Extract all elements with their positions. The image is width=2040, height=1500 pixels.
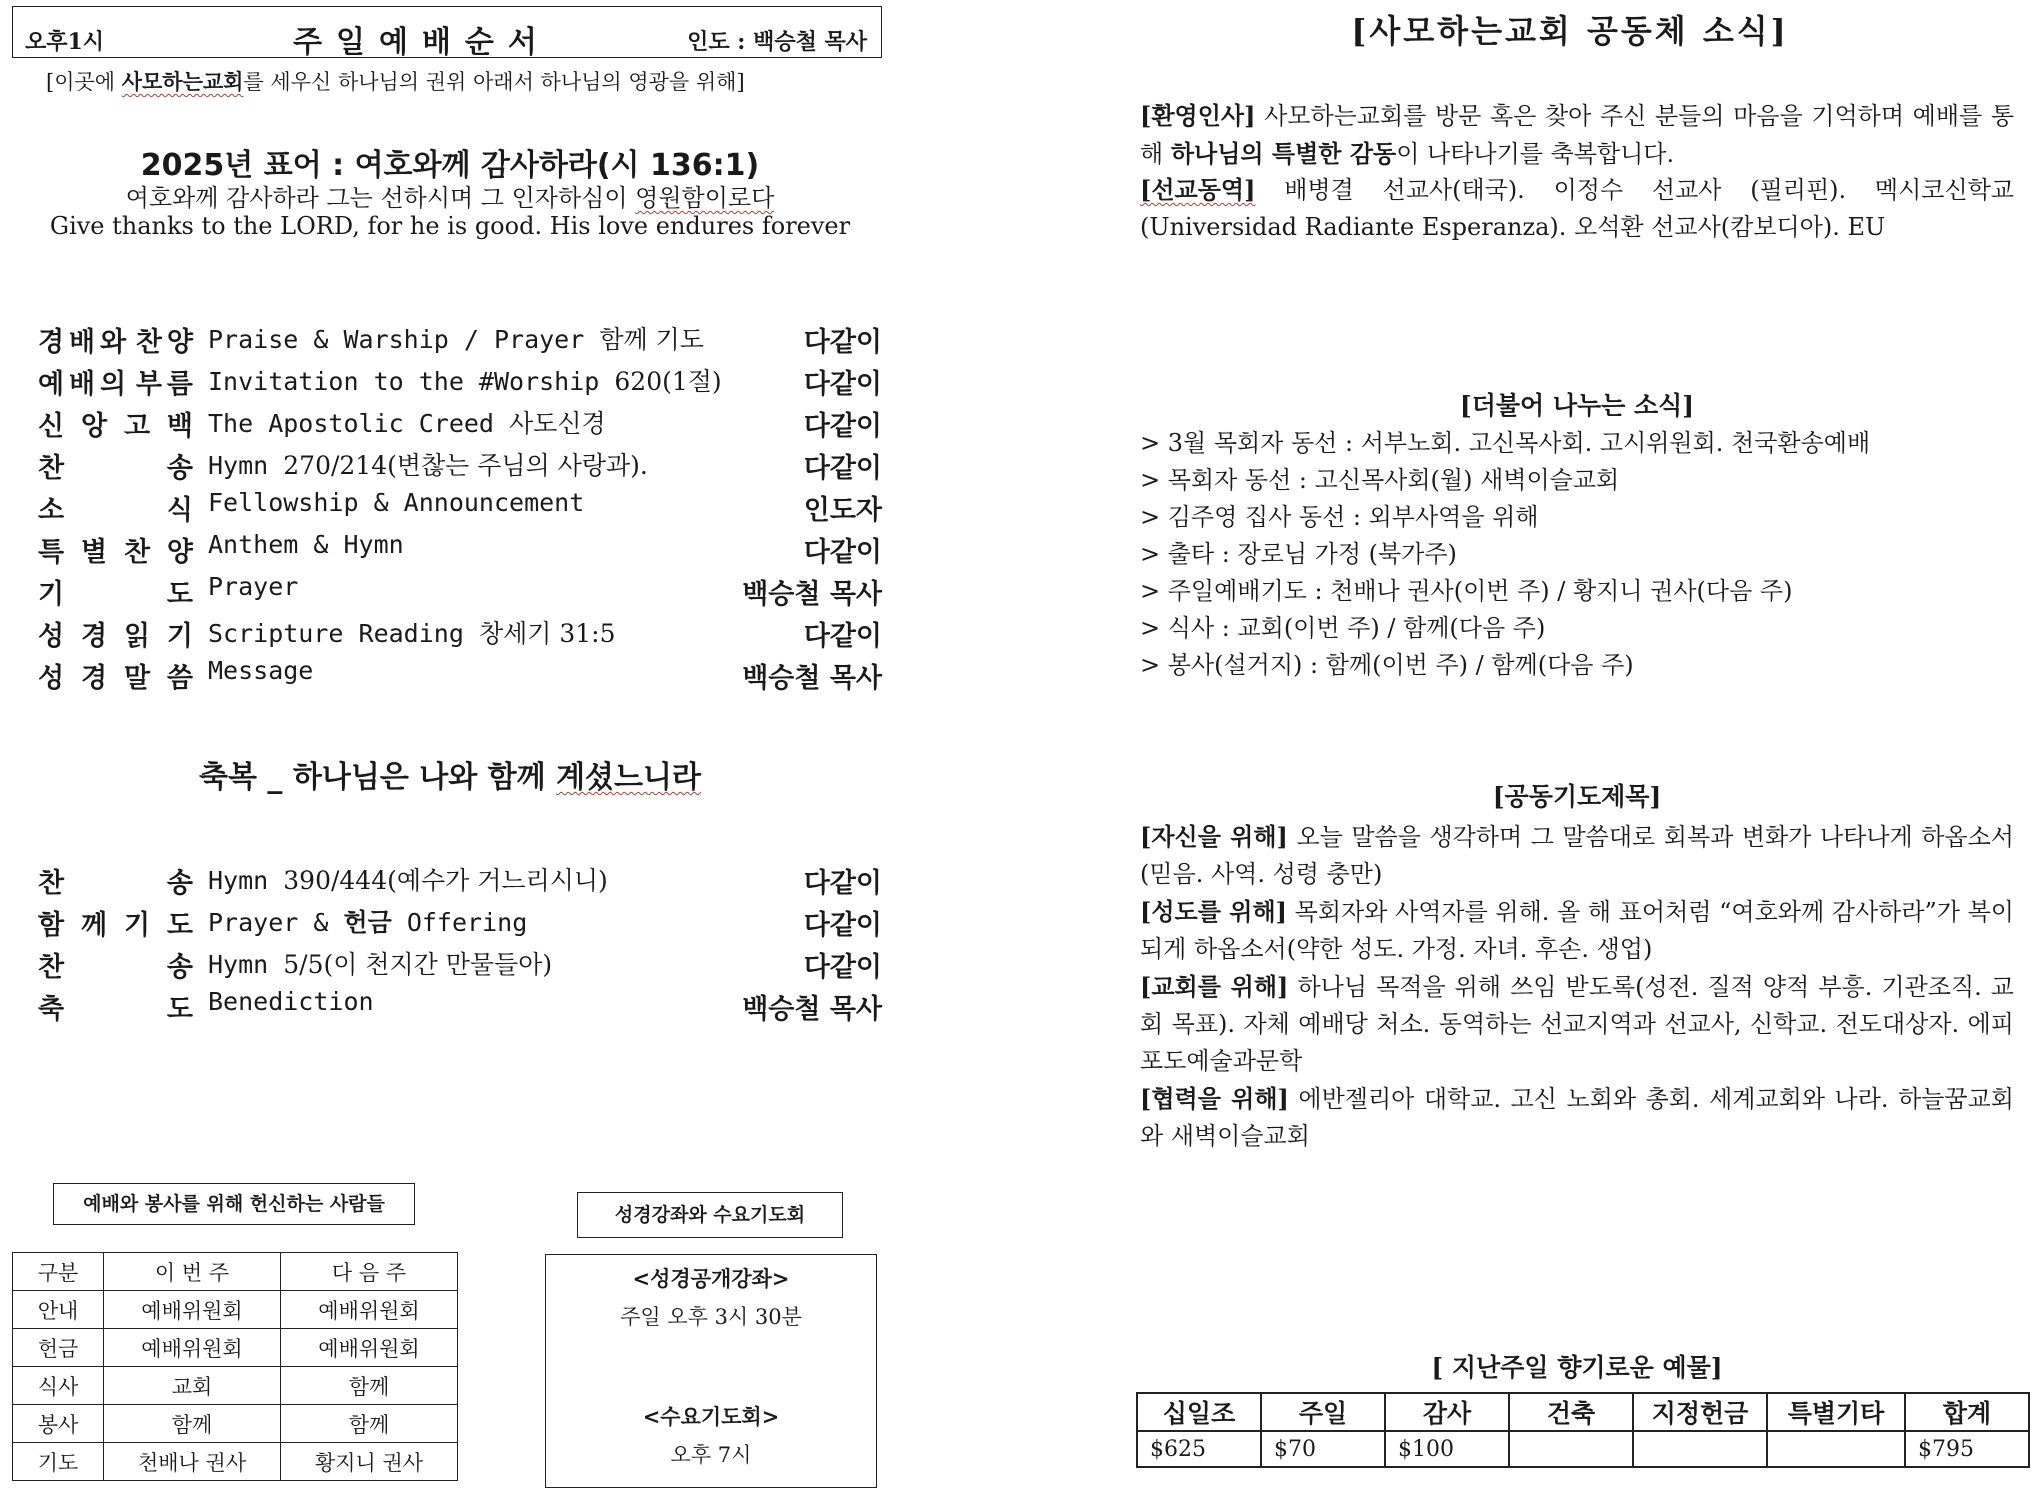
table-row (13, 1291, 458, 1329)
order-item-person: 다같이 (803, 910, 882, 941)
study-time-1: 주일 오후 3시 30분 (620, 1305, 802, 1329)
welcome-paragraph: [환영인사] 사모하는교회를 방문 혹은 찾아 주신 분들의 마음을 기억하며 예배를 통해 하나님의 특별한 감동이 나타나기를 축복합니다. (1140, 101, 2014, 168)
order-item (38, 488, 882, 528)
offering-title: [ 지난주일 향기로운 예물] (1431, 1353, 1723, 1382)
order-item (38, 362, 882, 402)
offering-header: 십일조 (1137, 1393, 1261, 1431)
order-item-person: 다같이 (803, 327, 882, 358)
offering-table (1136, 1392, 2030, 1468)
offering-value (1509, 1431, 1633, 1467)
table-cell: 구분 (13, 1253, 104, 1291)
header-subtitle: [이곳에 사모하는교회를 세우신 하나님의 권위 아래서 하나님의 영광을 위해] (46, 69, 745, 94)
table-row (13, 1405, 458, 1443)
table-cell: 예배위원회 (281, 1291, 458, 1329)
list-item: > 주일예배기도 : 천배나 권사(이번 주) / 황지니 권사(다음 주) (1140, 577, 1793, 605)
offering-header: 합계 (1905, 1393, 2029, 1431)
news-page-title: [사모하는교회 공동체 소식] (1351, 12, 1789, 50)
offering-value: $70 (1261, 1431, 1385, 1467)
order-item-description: Prayer & 헌금 Offering (208, 908, 528, 937)
offering-header: 건축 (1509, 1393, 1633, 1431)
order-item-name: 성 경 말 씀 (38, 663, 193, 694)
study-title-1: <성경공개강좌> (632, 1266, 790, 1291)
order-item-description: Fellowship & Announcement (208, 488, 585, 517)
order-item-name: 함 께 기 도 (38, 910, 193, 941)
list-item: > 출타 : 장로님 가정 (북가주) (1140, 540, 1457, 568)
order-item (38, 656, 882, 696)
order-item-person: 다같이 (803, 453, 882, 484)
order-item-name: 성 경 읽 기 (38, 621, 193, 652)
prayer-item: [성도를 위해] 목회자와 사역자를 위해. 올 해 표어처럼 “여호와께 감사하라”가 복이 되게 하옵소서(약한 성도. 가정. 자녀. 후손. 생업) (1140, 897, 2014, 963)
study-box (545, 1254, 877, 1488)
table-cell: 봉사 (13, 1405, 104, 1443)
table-cell: 교회 (104, 1367, 281, 1405)
table-cell: 안내 (13, 1291, 104, 1329)
order-item-description: Invitation to the #Worship 620(1절) (208, 367, 722, 396)
order-item-person: 다같이 (803, 868, 882, 899)
table-cell: 함께 (281, 1405, 458, 1443)
order-item-name: 축 도 (38, 994, 193, 1025)
prayer-item: [협력을 위해] 에반젤리아 대학교. 고신 노회와 총회. 세계교회와 나라. 하늘꿈교회와 새벽이슬교회 (1140, 1084, 2014, 1150)
order-item-description: Anthem & Hymn (208, 530, 404, 559)
list-item: > 3월 목회자 동선 : 서부노회. 고신목사회. 고시위원회. 천국환송예배 (1140, 429, 1871, 457)
study-label: 성경강좌와 수요기도회 (577, 1192, 843, 1238)
table-row (13, 1443, 458, 1481)
order-item-description: Scripture Reading 창세기 31:5 (208, 619, 616, 648)
table-cell: 함께 (281, 1367, 458, 1405)
list-item: > 김주영 집사 동선 : 외부사역을 위해 (1140, 503, 1539, 531)
service-time: 오후1시 (25, 29, 105, 55)
service-leader: 인도 : 백승철 목사 (687, 29, 867, 55)
offering-value (1767, 1431, 1905, 1467)
order-item-person: 백승철 목사 (742, 663, 882, 694)
order-item-name: 신 앙 고 백 (38, 411, 193, 442)
table-cell: 함께 (104, 1405, 281, 1443)
order-item (38, 572, 882, 612)
order-item-description: Hymn 390/444(예수가 거느리시니) (208, 866, 608, 895)
list-item: > 봉사(설거지) : 함께(이번 주) / 함께(다음 주) (1140, 651, 1634, 679)
service-team-label: 예배와 봉사를 위해 헌신하는 사람들 (53, 1183, 415, 1225)
offering-value: $625 (1137, 1431, 1261, 1467)
order-item (38, 446, 882, 486)
header-box (12, 6, 882, 58)
table-cell: 예배위원회 (104, 1329, 281, 1367)
order-item (38, 987, 882, 1027)
order-item-name: 찬 송 (38, 453, 193, 484)
table-cell: 천배나 권사 (104, 1443, 281, 1481)
offering-value: $100 (1385, 1431, 1509, 1467)
prayer-list (1140, 818, 2014, 1155)
order-item-description: Prayer (208, 572, 299, 601)
order-item-name: 특 별 찬 양 (38, 537, 193, 568)
table-cell: 예배위원회 (281, 1329, 458, 1367)
order-item (38, 903, 882, 943)
order-item-person: 백승철 목사 (742, 994, 882, 1025)
offering-value (1633, 1431, 1767, 1467)
order-item-description: Hymn 270/214(변찮는 주님의 사랑과). (208, 451, 648, 480)
order-item (38, 614, 882, 654)
order-item-description: The Apostolic Creed 사도신경 (208, 409, 606, 438)
order-item-description: Hymn 5/5(이 천지간 만물들아) (208, 950, 553, 979)
prayer-item: [교회를 위해] 하나님 목적을 위해 쓰임 받도록(성전. 질적 양적 부흥. 기관조직. 교회 목표). 자체 예배당 처소. 동역하는 선교지역과 선교사, 신학교. 전도대상자. 에피포도예술과문학 (1140, 972, 2014, 1075)
page-title: 주일예배순서 (293, 25, 551, 60)
news-list (1140, 425, 1870, 684)
order-item-name: 찬 송 (38, 952, 193, 983)
table-row (13, 1367, 458, 1405)
study-title-2: <수요기도회> (642, 1404, 780, 1429)
news-section-title: [더불어 나누는 소식] (1459, 391, 1695, 420)
order-item-description: Benediction (208, 987, 374, 1016)
order-item-person: 다같이 (803, 952, 882, 983)
table-cell: 식사 (13, 1367, 104, 1405)
service-table (12, 1252, 458, 1481)
order-item (38, 530, 882, 570)
order-item-person: 다같이 (803, 537, 882, 568)
order-item-person: 백승철 목사 (742, 579, 882, 610)
order-item-name: 예 배 의 부 름 (38, 369, 193, 400)
table-cell: 다 음 주 (281, 1253, 458, 1291)
offering-header: 특별기타 (1767, 1393, 1905, 1431)
list-item: > 목회자 동선 : 고신목사회(월) 새벽이슬교회 (1140, 466, 1620, 494)
order-item (38, 404, 882, 444)
verse-korean: 여호와께 감사하라 그는 선하시며 그 인자하심이 영원함이로다 (125, 184, 775, 212)
order-item-name: 찬 송 (38, 868, 193, 899)
order-item (38, 945, 882, 985)
table-cell: 기도 (13, 1443, 104, 1481)
order-item-person: 다같이 (803, 369, 882, 400)
table-cell: 황지니 권사 (281, 1443, 458, 1481)
blessing-heading: 축복 _ 하나님은 나와 함께 계셨느니라 (199, 760, 701, 795)
order-item (38, 320, 882, 360)
offering-header: 감사 (1385, 1393, 1509, 1431)
order-item-name: 기 도 (38, 579, 193, 610)
order-item-description: Message (208, 656, 314, 685)
order-item-person: 인도자 (803, 495, 882, 526)
list-item: > 식사 : 교회(이번 주) / 함께(다음 주) (1140, 614, 1546, 642)
order-item-person: 다같이 (803, 411, 882, 442)
order-item-person: 다같이 (803, 621, 882, 652)
table-cell: 헌금 (13, 1329, 104, 1367)
table-cell: 예배위원회 (104, 1291, 281, 1329)
offering-header: 지정헌금 (1633, 1393, 1767, 1431)
prayer-section-title: [공동기도제목] (1492, 782, 1662, 811)
order-item-description: Praise & Warship / Prayer 함께 기도 (208, 325, 704, 354)
prayer-item: [자신을 위해] 오늘 말씀을 생각하며 그 말씀대로 회복과 변화가 나타나게 하옵소서(믿음. 사역. 성령 충만) (1140, 822, 2014, 888)
order-item (38, 861, 882, 901)
year-motto: 2025년 표어 : 여호와께 감사하라(시 136:1) (140, 148, 760, 183)
offering-value: $795 (1905, 1431, 2029, 1467)
order-item-name: 소 식 (38, 495, 193, 526)
table-header-row (13, 1253, 458, 1291)
study-time-2: 오후 7시 (670, 1443, 752, 1467)
table-row (13, 1329, 458, 1367)
verse-english: Give thanks to the LORD, for he is good. His love endures forever (49, 212, 851, 240)
order-item-name: 경 배 와 찬 양 (38, 327, 193, 358)
offering-header: 주일 (1261, 1393, 1385, 1431)
mission-paragraph: [선교동역] 배병결 선교사(태국). 이정수 선교사 (필리핀). 멕시코신학교(Universidad Radiante Esperanza). 오석환 선교사(캄보디아). EU (1140, 175, 2014, 241)
table-cell: 이 번 주 (104, 1253, 281, 1291)
